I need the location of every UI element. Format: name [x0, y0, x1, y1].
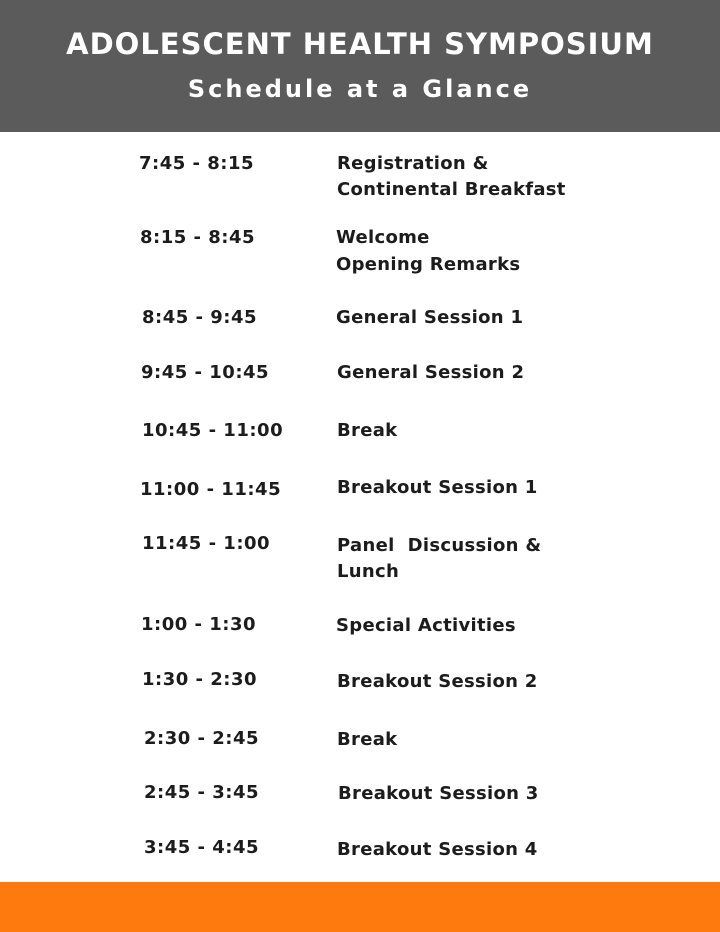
schedule-event-line: Breakout Session 3 — [338, 783, 539, 804]
schedule-event-line: Registration & — [337, 153, 489, 174]
schedule-event — [336, 225, 520, 278]
schedule-event-line: Lunch — [337, 561, 400, 582]
schedule-event — [337, 151, 566, 203]
schedule-event-line: Breakout Session 4 — [337, 839, 538, 860]
schedule-time: 2:45 - 3:45 — [144, 782, 260, 803]
page-subtitle: Schedule at a Glance — [187, 75, 533, 103]
schedule-event-line: General Session 2 — [337, 362, 525, 383]
schedule-event — [337, 360, 524, 386]
schedule-time: 10:45 - 11:00 — [142, 420, 284, 441]
schedule-event-line: Break — [337, 420, 398, 441]
schedule-event-line: Welcome — [336, 227, 430, 248]
schedule-event-line: Special Activities — [336, 615, 516, 636]
schedule-time: 1:00 - 1:30 — [141, 614, 257, 635]
schedule-event — [337, 837, 538, 863]
schedule-event-line: Break — [337, 729, 398, 750]
schedule-time: 9:45 - 10:45 — [141, 362, 270, 383]
schedule-event — [337, 669, 538, 695]
schedule-time: 3:45 - 4:45 — [144, 837, 260, 858]
page-title: ADOLESCENT HEALTH SYMPOSIUM — [66, 27, 654, 61]
schedule-time: 2:30 - 2:45 — [144, 728, 260, 749]
footer-bar — [0, 882, 720, 932]
schedule-time: 8:45 - 9:45 — [142, 307, 258, 328]
schedule-event-line: General Session 1 — [336, 307, 524, 328]
schedule-event-line: Panel Discussion & — [337, 535, 542, 556]
schedule-time: 11:45 - 1:00 — [142, 533, 271, 554]
schedule-time: 8:15 - 8:45 — [140, 227, 256, 248]
schedule-event-line: Breakout Session 1 — [337, 477, 538, 498]
schedule-event — [337, 475, 538, 501]
schedule-time: 1:30 - 2:30 — [142, 669, 258, 690]
schedule-event-line: Continental Breakfast — [337, 179, 566, 200]
schedule-event — [338, 781, 539, 807]
schedule-event-line: Opening Remarks — [336, 254, 521, 275]
schedule-event — [336, 305, 523, 331]
schedule-time: 7:45 - 8:15 — [139, 153, 255, 174]
schedule-event — [337, 727, 397, 753]
schedule-event-line: Breakout Session 2 — [337, 671, 538, 692]
schedule-event — [336, 613, 516, 639]
schedule-time: 11:00 - 11:45 — [140, 479, 282, 500]
schedule-event — [337, 418, 397, 444]
header-banner — [0, 0, 720, 132]
schedule-event — [337, 533, 541, 585]
